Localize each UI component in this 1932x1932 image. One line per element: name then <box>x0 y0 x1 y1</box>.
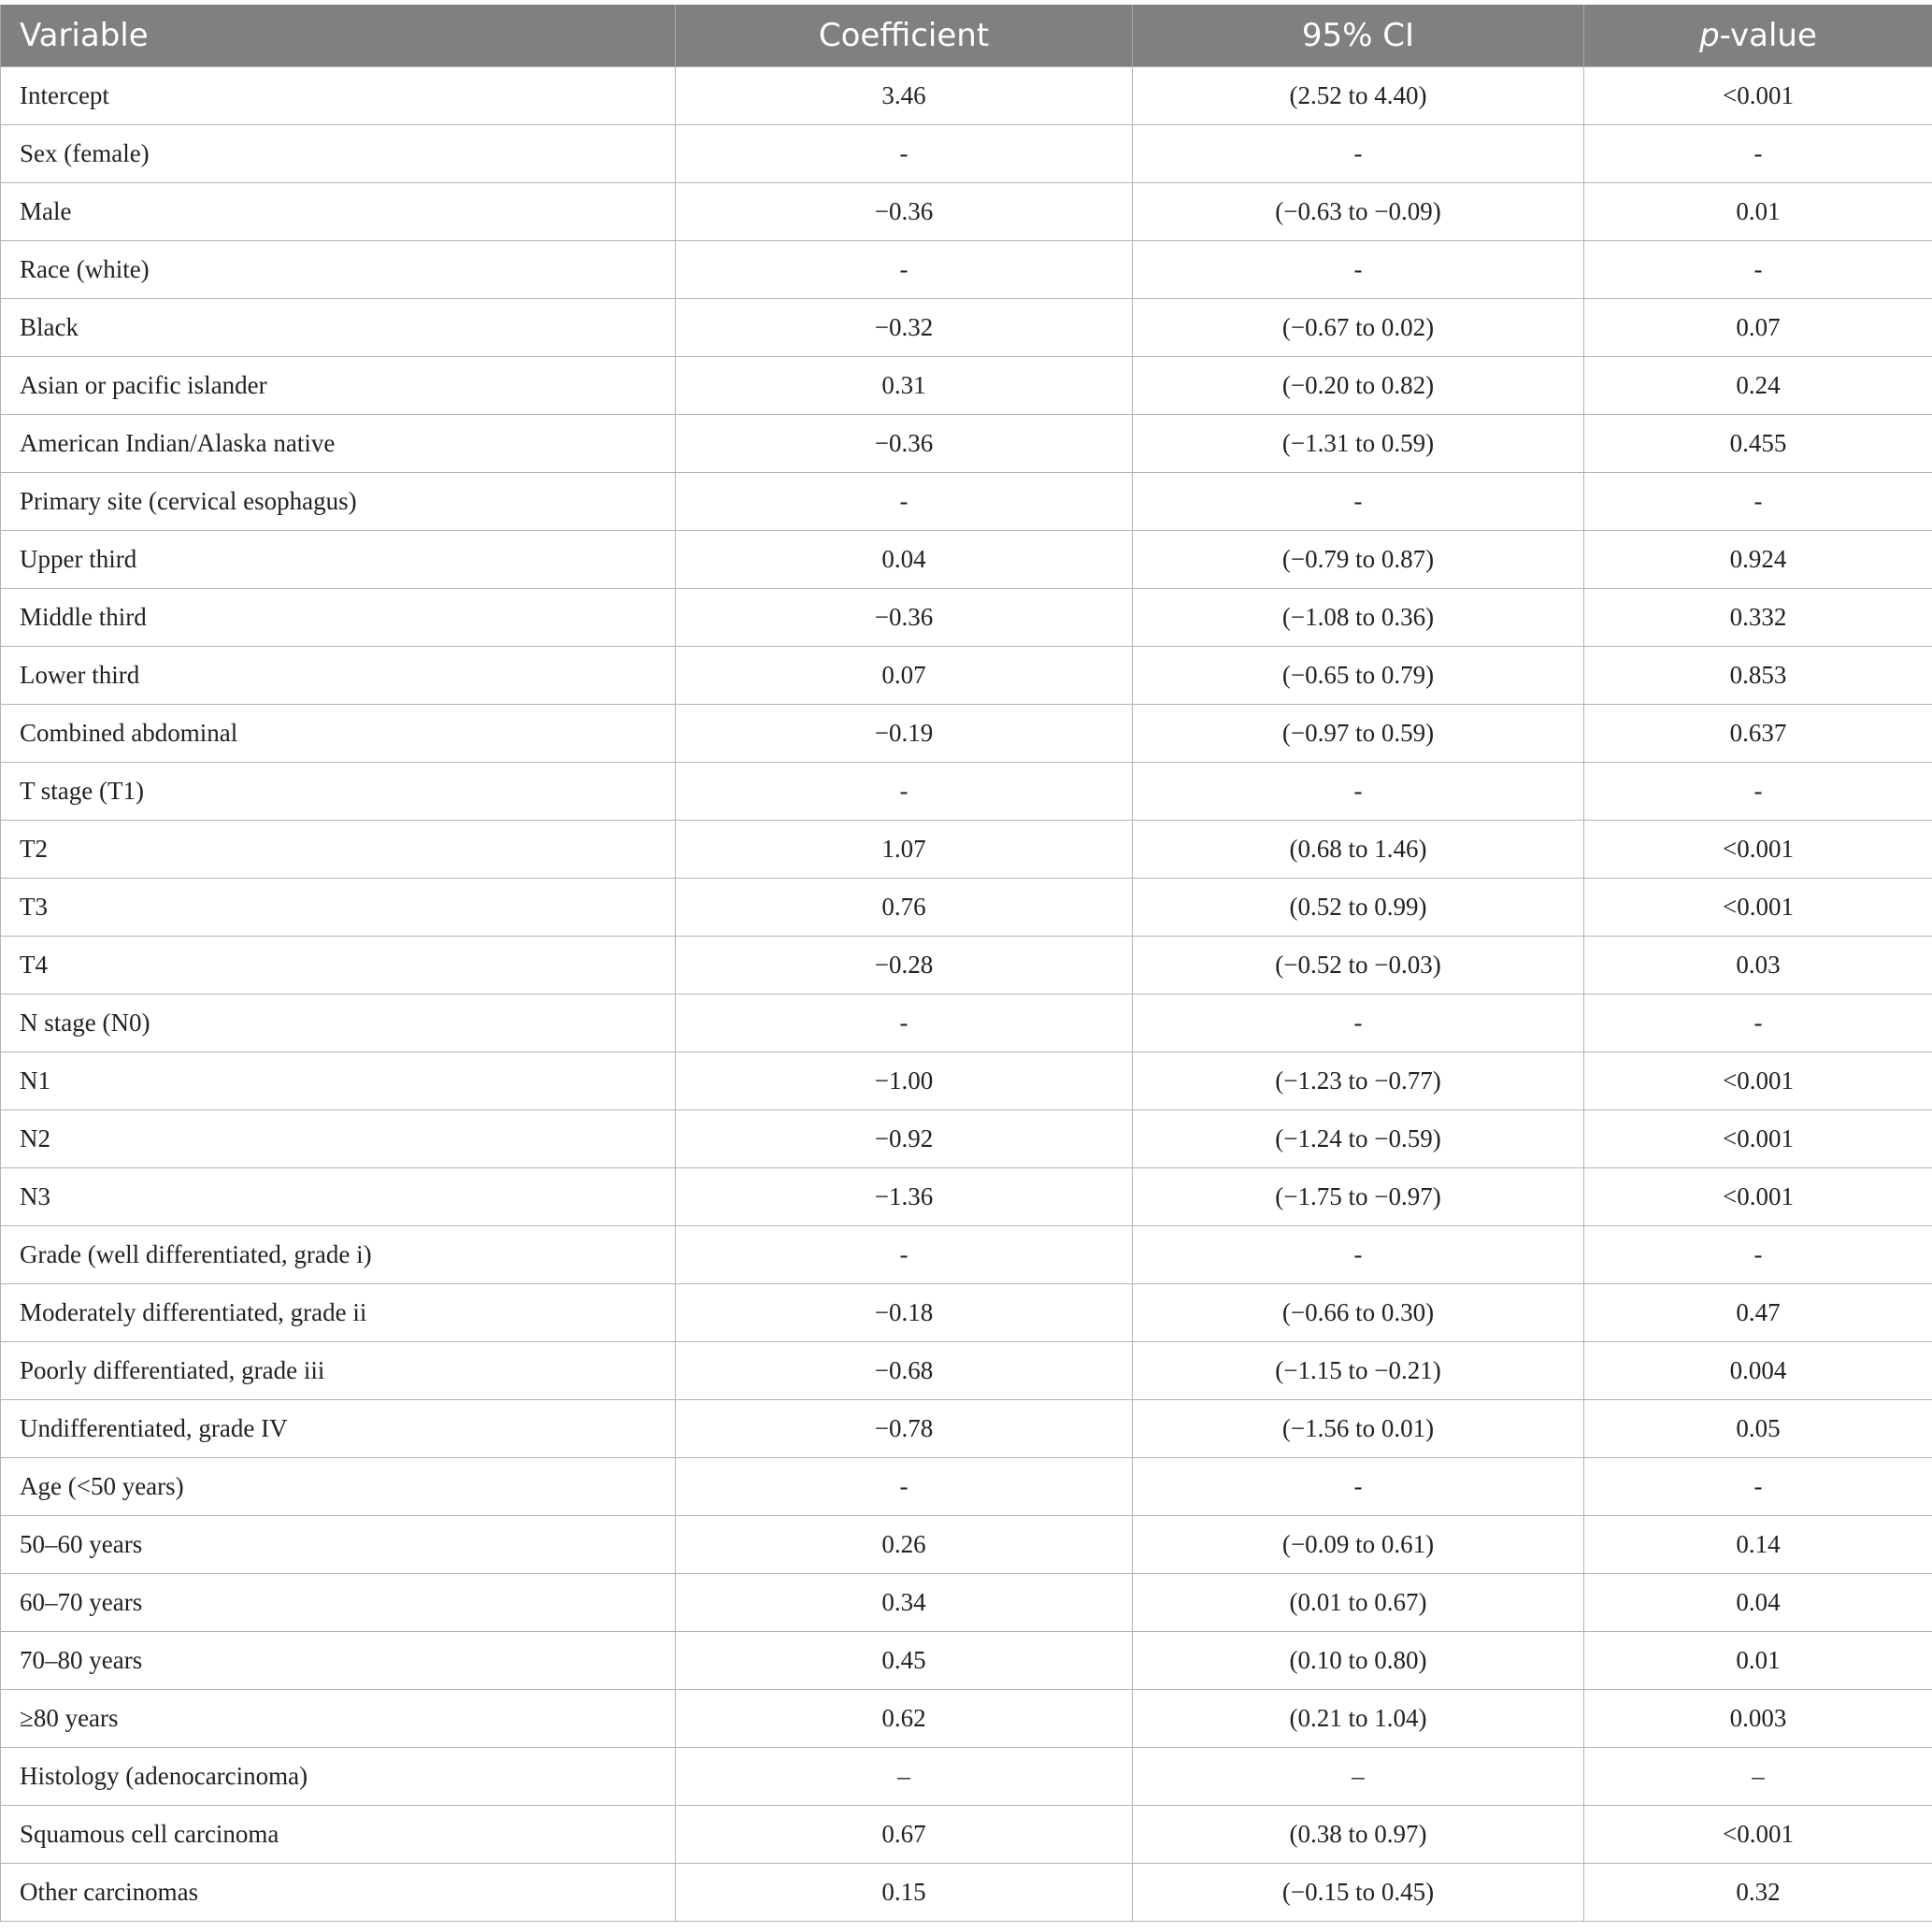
table-row <box>1 1574 1932 1632</box>
table-row <box>1 647 1932 705</box>
cell-variable: Undifferentiated, grade IV <box>1 1400 676 1458</box>
cell-ci: - <box>1133 1226 1584 1284</box>
cell-p-value: - <box>1584 1226 1932 1284</box>
table-row <box>1 589 1932 647</box>
cell-ci: (−0.65 to 0.79) <box>1133 647 1584 705</box>
cell-variable: T stage (T1) <box>1 763 676 821</box>
cell-variable: T3 <box>1 879 676 937</box>
cell-variable: 70–80 years <box>1 1632 676 1690</box>
cell-ci: (−0.09 to 0.61) <box>1133 1516 1584 1574</box>
cell-p-value: <0.001 <box>1584 1806 1932 1864</box>
cell-coefficient: 0.34 <box>676 1574 1133 1632</box>
table-row <box>1 531 1932 589</box>
cell-ci: (−1.24 to −0.59) <box>1133 1110 1584 1168</box>
cell-variable: 50–60 years <box>1 1516 676 1574</box>
cell-ci: - <box>1133 995 1584 1052</box>
cell-p-value: - <box>1584 995 1932 1052</box>
cell-coefficient: −1.00 <box>676 1052 1133 1110</box>
cell-variable: Poorly differentiated, grade iii <box>1 1342 676 1400</box>
cell-coefficient: - <box>676 473 1133 531</box>
cell-ci: (−1.75 to −0.97) <box>1133 1168 1584 1226</box>
table-row <box>1 995 1932 1052</box>
table-row <box>1 415 1932 473</box>
cell-ci: - <box>1133 473 1584 531</box>
cell-p-value: 0.853 <box>1584 647 1932 705</box>
table-row <box>1 183 1932 241</box>
table-row <box>1 763 1932 821</box>
cell-p-value: 0.01 <box>1584 183 1932 241</box>
cell-ci: (−0.67 to 0.02) <box>1133 299 1584 357</box>
cell-p-value: 0.07 <box>1584 299 1932 357</box>
cell-p-value: 0.455 <box>1584 415 1932 473</box>
cell-ci: - <box>1133 1458 1584 1516</box>
cell-coefficient: −0.36 <box>676 183 1133 241</box>
table-row <box>1 1690 1932 1748</box>
cell-p-value: <0.001 <box>1584 879 1932 937</box>
cell-ci: (−0.97 to 0.59) <box>1133 705 1584 763</box>
cell-p-value: 0.47 <box>1584 1284 1932 1342</box>
cell-ci: (0.01 to 0.67) <box>1133 1574 1584 1632</box>
cell-coefficient: −0.32 <box>676 299 1133 357</box>
table-row <box>1 125 1932 183</box>
cell-variable: Sex (female) <box>1 125 676 183</box>
cell-ci: (0.10 to 0.80) <box>1133 1632 1584 1690</box>
cell-variable: N2 <box>1 1110 676 1168</box>
cell-coefficient: −0.28 <box>676 937 1133 995</box>
cell-p-value: <0.001 <box>1584 67 1932 125</box>
cell-ci: (0.52 to 0.99) <box>1133 879 1584 937</box>
cell-coefficient: - <box>676 125 1133 183</box>
cell-ci: – <box>1133 1748 1584 1806</box>
cell-ci: (2.52 to 4.40) <box>1133 67 1584 125</box>
table-row <box>1 1342 1932 1400</box>
cell-variable: T4 <box>1 937 676 995</box>
table-row <box>1 879 1932 937</box>
cell-variable: N stage (N0) <box>1 995 676 1052</box>
cell-ci: (−0.15 to 0.45) <box>1133 1864 1584 1922</box>
cell-variable: Moderately differentiated, grade ii <box>1 1284 676 1342</box>
cell-variable: Grade (well differentiated, grade i) <box>1 1226 676 1284</box>
table-row <box>1 1748 1932 1806</box>
table-row <box>1 1110 1932 1168</box>
table-header <box>1 5 1932 67</box>
cell-coefficient: - <box>676 1226 1133 1284</box>
cell-ci: (−1.23 to −0.77) <box>1133 1052 1584 1110</box>
cell-p-value: - <box>1584 1458 1932 1516</box>
cell-p-value: <0.001 <box>1584 1052 1932 1110</box>
cell-coefficient: 0.62 <box>676 1690 1133 1748</box>
cell-p-value: - <box>1584 125 1932 183</box>
cell-ci: (−0.63 to −0.09) <box>1133 183 1584 241</box>
cell-coefficient: −0.36 <box>676 589 1133 647</box>
cell-variable: Other carcinomas <box>1 1864 676 1922</box>
cell-ci: - <box>1133 241 1584 299</box>
table-row <box>1 1052 1932 1110</box>
cell-variable: American Indian/Alaska native <box>1 415 676 473</box>
table-row <box>1 473 1932 531</box>
cell-variable: N1 <box>1 1052 676 1110</box>
cell-coefficient: −1.36 <box>676 1168 1133 1226</box>
header-p-italic: p <box>1699 17 1720 54</box>
cell-ci: (0.21 to 1.04) <box>1133 1690 1584 1748</box>
cell-variable: Black <box>1 299 676 357</box>
cell-ci: - <box>1133 763 1584 821</box>
table-row <box>1 299 1932 357</box>
cell-ci: - <box>1133 125 1584 183</box>
cell-coefficient: −0.92 <box>676 1110 1133 1168</box>
cell-coefficient: 3.46 <box>676 67 1133 125</box>
cell-variable: Age (<50 years) <box>1 1458 676 1516</box>
cell-coefficient: −0.18 <box>676 1284 1133 1342</box>
cell-p-value: 0.04 <box>1584 1574 1932 1632</box>
cell-coefficient: - <box>676 1458 1133 1516</box>
cell-p-value: 0.05 <box>1584 1400 1932 1458</box>
header-ci: 95% CI <box>1133 5 1584 67</box>
cell-ci: (−0.20 to 0.82) <box>1133 357 1584 415</box>
regression-table-container <box>0 5 1932 1922</box>
cell-p-value: - <box>1584 241 1932 299</box>
header-p-value <box>1584 5 1932 67</box>
table-row <box>1 821 1932 879</box>
cell-p-value: 0.924 <box>1584 531 1932 589</box>
cell-variable: N3 <box>1 1168 676 1226</box>
cell-coefficient: −0.78 <box>676 1400 1133 1458</box>
table-row <box>1 937 1932 995</box>
cell-variable: Upper third <box>1 531 676 589</box>
cell-p-value: 0.24 <box>1584 357 1932 415</box>
table-row <box>1 67 1932 125</box>
table-row <box>1 1168 1932 1226</box>
table-row <box>1 241 1932 299</box>
table-row <box>1 1806 1932 1864</box>
header-p-suffix: -value <box>1719 17 1817 54</box>
cell-variable: Lower third <box>1 647 676 705</box>
table-row <box>1 1226 1932 1284</box>
cell-p-value: - <box>1584 473 1932 531</box>
cell-ci: (−1.08 to 0.36) <box>1133 589 1584 647</box>
cell-p-value: 0.003 <box>1584 1690 1932 1748</box>
cell-coefficient: – <box>676 1748 1133 1806</box>
cell-coefficient: 1.07 <box>676 821 1133 879</box>
cell-variable: Squamous cell carcinoma <box>1 1806 676 1864</box>
cell-variable: Combined abdominal <box>1 705 676 763</box>
cell-coefficient: 0.67 <box>676 1806 1133 1864</box>
cell-p-value: 0.32 <box>1584 1864 1932 1922</box>
table-row <box>1 1284 1932 1342</box>
cell-p-value: 0.14 <box>1584 1516 1932 1574</box>
cell-ci: (0.68 to 1.46) <box>1133 821 1584 879</box>
regression-table <box>0 5 1932 1922</box>
cell-ci: (−1.56 to 0.01) <box>1133 1400 1584 1458</box>
cell-ci: (−0.52 to −0.03) <box>1133 937 1584 995</box>
cell-variable: Primary site (cervical esophagus) <box>1 473 676 531</box>
cell-ci: (−1.31 to 0.59) <box>1133 415 1584 473</box>
cell-coefficient: - <box>676 241 1133 299</box>
cell-variable: Intercept <box>1 67 676 125</box>
cell-p-value: <0.001 <box>1584 1110 1932 1168</box>
cell-ci: (−0.66 to 0.30) <box>1133 1284 1584 1342</box>
cell-p-value: 0.332 <box>1584 589 1932 647</box>
cell-ci: (0.38 to 0.97) <box>1133 1806 1584 1864</box>
cell-coefficient: 0.45 <box>676 1632 1133 1690</box>
table-row <box>1 1632 1932 1690</box>
cell-p-value: <0.001 <box>1584 821 1932 879</box>
table-row <box>1 1400 1932 1458</box>
cell-variable: 60–70 years <box>1 1574 676 1632</box>
cell-variable: T2 <box>1 821 676 879</box>
cell-coefficient: 0.04 <box>676 531 1133 589</box>
cell-coefficient: 0.31 <box>676 357 1133 415</box>
cell-p-value: 0.637 <box>1584 705 1932 763</box>
cell-p-value: 0.03 <box>1584 937 1932 995</box>
cell-p-value: <0.001 <box>1584 1168 1932 1226</box>
cell-p-value: 0.01 <box>1584 1632 1932 1690</box>
cell-p-value: – <box>1584 1748 1932 1806</box>
cell-p-value: 0.004 <box>1584 1342 1932 1400</box>
table-row <box>1 1458 1932 1516</box>
cell-coefficient: 0.07 <box>676 647 1133 705</box>
cell-variable: Race (white) <box>1 241 676 299</box>
cell-ci: (−1.15 to −0.21) <box>1133 1342 1584 1400</box>
cell-variable: Histology (adenocarcinoma) <box>1 1748 676 1806</box>
cell-coefficient: - <box>676 763 1133 821</box>
table-row <box>1 705 1932 763</box>
cell-coefficient: 0.26 <box>676 1516 1133 1574</box>
cell-ci: (−0.79 to 0.87) <box>1133 531 1584 589</box>
cell-coefficient: - <box>676 995 1133 1052</box>
cell-variable: ≥80 years <box>1 1690 676 1748</box>
cell-variable: Middle third <box>1 589 676 647</box>
header-coefficient: Coefficient <box>676 5 1133 67</box>
cell-variable: Asian or pacific islander <box>1 357 676 415</box>
table-row <box>1 1864 1932 1922</box>
table-body <box>1 67 1932 1922</box>
cell-coefficient: −0.19 <box>676 705 1133 763</box>
table-row <box>1 357 1932 415</box>
cell-coefficient: −0.68 <box>676 1342 1133 1400</box>
cell-variable: Male <box>1 183 676 241</box>
cell-coefficient: 0.15 <box>676 1864 1133 1922</box>
table-row <box>1 1516 1932 1574</box>
cell-coefficient: −0.36 <box>676 415 1133 473</box>
cell-p-value: - <box>1584 763 1932 821</box>
header-variable: Variable <box>1 5 676 67</box>
header-row <box>1 5 1932 67</box>
cell-coefficient: 0.76 <box>676 879 1133 937</box>
